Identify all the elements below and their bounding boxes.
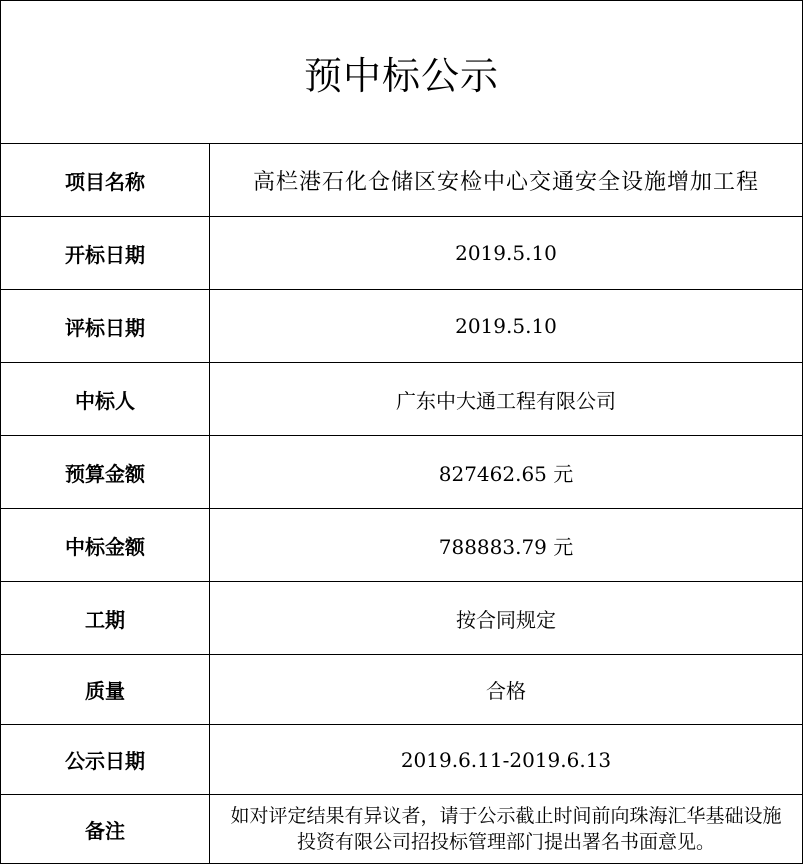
duration-label: 工期 [1, 582, 210, 655]
evaluation-date-value: 2019.5.10 [210, 290, 803, 363]
winning-amount-label: 中标金额 [1, 509, 210, 582]
quality-label: 质量 [1, 655, 210, 725]
table-row [1, 363, 803, 436]
duration-value: 按合同规定 [210, 582, 803, 655]
winning-amount-value: 788883.79 元 [210, 509, 803, 582]
quality-value: 合格 [210, 655, 803, 725]
table-row [1, 655, 803, 725]
table-row [1, 217, 803, 290]
table-row [1, 509, 803, 582]
table-row [1, 795, 803, 864]
evaluation-date-label: 评标日期 [1, 290, 210, 363]
table-row [1, 436, 803, 509]
table-row [1, 725, 803, 795]
remarks-label: 备注 [1, 795, 210, 864]
remarks-value: 如对评定结果有异议者，请于公示截止时间前向珠海汇华基础设施投资有限公司招投标管理部门提出署名书面意见。 [210, 795, 803, 864]
bid-opening-date-label: 开标日期 [1, 217, 210, 290]
table-row [1, 144, 803, 217]
winning-bidder-value: 广东中大通工程有限公司 [210, 363, 803, 436]
publicity-date-label: 公示日期 [1, 725, 210, 795]
title-row [1, 1, 803, 144]
publicity-date-value: 2019.6.11-2019.6.13 [210, 725, 803, 795]
budget-amount-label: 预算金额 [1, 436, 210, 509]
winning-bidder-label: 中标人 [1, 363, 210, 436]
table-row [1, 290, 803, 363]
project-name-value: 高栏港石化仓储区安检中心交通安全设施增加工程 [210, 144, 803, 217]
bid-opening-date-value: 2019.5.10 [210, 217, 803, 290]
project-name-label: 项目名称 [1, 144, 210, 217]
budget-amount-value: 827462.65 元 [210, 436, 803, 509]
page-title: 预中标公示 [1, 1, 803, 144]
table-row [1, 582, 803, 655]
